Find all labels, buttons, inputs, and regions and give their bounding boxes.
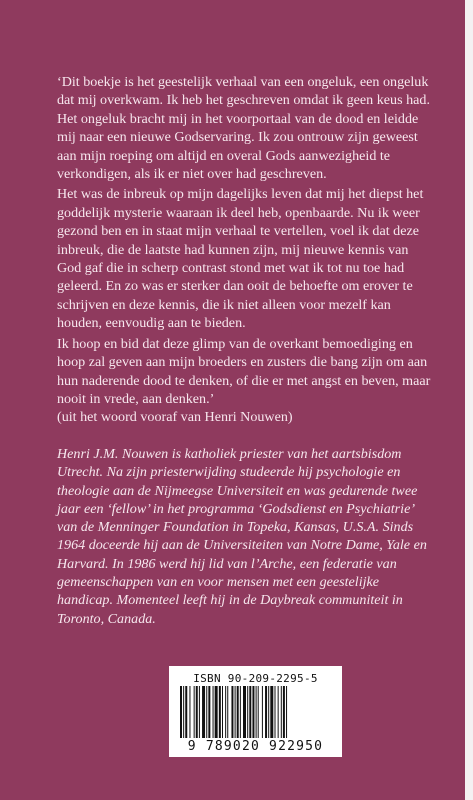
page-edge — [465, 0, 473, 800]
quote-source: (uit het woord vooraf van Henri Nouwen) — [57, 409, 293, 426]
quote-paragraph-2: Het was de inbreuk op mijn dagelijks leven dat mij het diepst het goddelijk mysterie waaraan ik deel heb, openbaarde. Nu ik weer gezond ben en in staat mijn verhaal te vertellen, voel ik dat deze inbreuk, die de laatste had kunnen zijn, mij nieuwe kennis van God gaf die in scherp contrast stond met wat ik tot nu toe had geleerd. En zo was er sterker dan ooit de behoefte om erover te schrijven en deze kennis, die ik niet alleen voor mezelf kan houden, eenvoudig aan te bieden. — [57, 186, 424, 332]
barcode-label — [169, 666, 342, 757]
isbn-number: ISBN 90-209-2295-5 — [193, 672, 318, 685]
quote-paragraph-1: ‘Dit boekje is het geestelijk verhaal van een ongeluk, een ongeluk dat mij overkwam. Ik heb het geschreven omdat ik geen keus had. Het ongeluk bracht mij in het voorportaal van de dood en leidde mij naar een nieuwe Godservaring. Ik zou ontrouw zijn geweest aan mijn roeping om altijd en overal Gods aanwezigheid te verkondigen, als ik er niet over had geschreven. — [57, 74, 430, 183]
preface-quote — [57, 73, 432, 427]
quote-paragraph-3: Ik hoop en bid dat deze glimp van de overkant bemoediging en hoop zal geven aan mijn broeders en zusters die bang zijn om aan hun naderende dood te denken, of die er met angst en beven, maar nooit in vrede, aan denken.’ — [57, 335, 431, 407]
author-bio-text: Henri J.M. Nouwen is katholiek priester van het aartsbisdom Utrecht. Na zijn priesterwijding studeerde hij psychologie en theologie aan de Nijmeegse Universiteit en was gedurende twee jaar een ‘fellow’ in het programma ‘Godsdienst en Psychiatrie’ van de Menninger Foundation in Topeka, Kansas, U.S.A. Sinds 1964 doceerde hij aan de Universiteiten van Notre Dame, Yale en Harvard. In 1986 werd hij lid van l’Arche, een federatie van gemeenschappen van en voor mensen met een geestelijke handicap. Momenteel leeft hij in de Daybreak communiteit in Toronto, Canada. — [57, 446, 427, 627]
ean-number: 9 789020 922950 — [187, 739, 324, 754]
barcode-icon — [178, 686, 333, 738]
author-bio — [57, 445, 432, 628]
